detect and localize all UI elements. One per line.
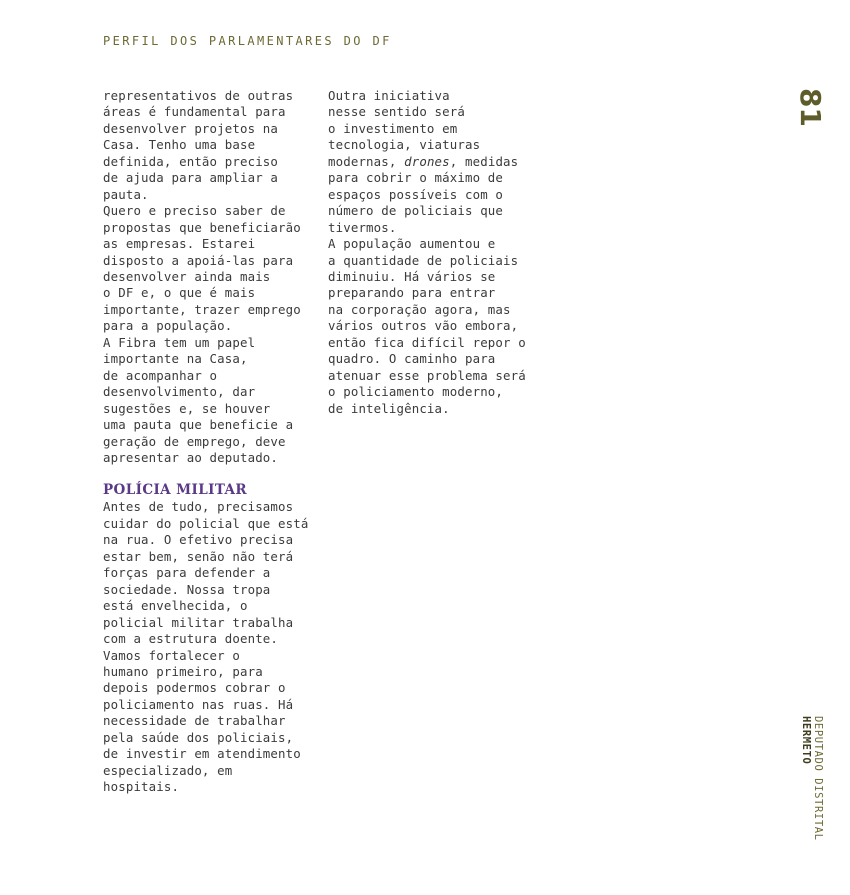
text-line: quadro. O caminho para [328, 351, 496, 367]
text-line: A população aumentou e [328, 236, 496, 252]
text-line: para cobrir o máximo de [328, 170, 504, 186]
text-line: diminuiu. Há vários se [328, 268, 496, 284]
text-line: número de policiais que [328, 203, 504, 219]
italic-term: drones [404, 153, 450, 169]
text-line: para a população. [103, 318, 233, 334]
text-line: áreas é fundamental para [103, 104, 286, 120]
text-line: policiamento nas ruas. Há [103, 696, 294, 712]
text-line: humano primeiro, para [103, 663, 263, 679]
text-line: estar bem, senão não terá [103, 548, 294, 564]
text-line: especializado, em [103, 762, 233, 778]
text-line: de inteligência. [328, 400, 450, 416]
text-line: A Fibra tem um papel [103, 334, 256, 350]
paragraph-gap [103, 466, 318, 482]
text-line: propostas que beneficiarão [103, 219, 301, 235]
deputy-role: DEPUTADO DISTRITAL [812, 716, 824, 841]
text-line: Outra iniciativa [328, 88, 450, 103]
text-line: Quero e preciso saber de [103, 203, 286, 219]
text-line: atenuar esse problema será [328, 367, 526, 383]
section-text [103, 499, 318, 795]
text-line: sociedade. Nossa tropa [103, 581, 271, 597]
text-line: uma pauta que beneficie a [103, 417, 294, 433]
deputy-name: HERMETO [800, 716, 812, 765]
text-line: hospitais. [103, 779, 180, 795]
left-column [103, 88, 318, 796]
text-line: nesse sentido será [328, 104, 465, 120]
right-column [328, 88, 543, 417]
text-line: tecnologia, viaturas [328, 137, 481, 153]
text-line: está envelhecida, o [103, 598, 248, 614]
text-line: de investir em atendimento [103, 746, 301, 762]
text-line: as empresas. Estarei [103, 236, 256, 252]
text-run: , medidas [449, 153, 519, 169]
text-line: representativos de outras [103, 88, 294, 103]
text-line: espaços possíveis com o [328, 186, 504, 202]
text-line: então fica difícil repor o [328, 334, 526, 350]
intro-text [103, 88, 318, 466]
text-line: necessidade de trabalhar [103, 713, 286, 729]
running-head: PERFIL DOS PARLAMENTARES DO DF [103, 34, 392, 48]
text-line: vários outros vão embora, [328, 318, 519, 334]
text-line: de acompanhar o [103, 367, 218, 383]
text-line: cuidar do policial que está [103, 515, 309, 531]
text-line: desenvolver ainda mais [103, 268, 271, 284]
text-line: disposto a apoiá-las para [103, 252, 294, 268]
text-line: pauta. [103, 186, 149, 202]
page-number [795, 88, 825, 128]
text-line: de ajuda para ampliar a [103, 170, 279, 186]
text-line: tivermos. [328, 219, 397, 235]
text-line: desenvolver projetos na [103, 120, 279, 136]
text-line: apresentar ao deputado. [103, 449, 279, 465]
text-line: importante na Casa, [103, 351, 248, 367]
text-line [328, 154, 543, 170]
text-line: preparando para entrar [328, 285, 496, 301]
right-text-top [328, 88, 543, 154]
text-line: pela saúde dos policiais, [103, 729, 294, 745]
text-line: forças para defender a [103, 565, 271, 581]
text-line: depois podermos cobrar o [103, 680, 286, 696]
text-line: o DF e, o que é mais [103, 285, 256, 301]
text-line: com a estrutura doente. [103, 631, 279, 647]
text-line: a quantidade de policiais [328, 252, 519, 268]
text-run: modernas, [328, 153, 405, 169]
text-line: Vamos fortalecer o [103, 647, 240, 663]
text-line: o investimento em [328, 120, 458, 136]
text-line: importante, trazer emprego [103, 301, 301, 317]
text-line: na corporação agora, mas [328, 301, 511, 317]
side-label [796, 716, 826, 841]
text-line: geração de emprego, deve [103, 433, 286, 449]
text-line: Antes de tudo, precisamos [103, 499, 294, 515]
side-label-rotated [800, 716, 824, 841]
page-number-text: 81 [794, 88, 827, 127]
text-line: policial militar trabalha [103, 614, 294, 630]
right-text-rest [328, 170, 543, 417]
text-line: sugestões e, se houver [103, 400, 271, 416]
text-line: definida, então preciso [103, 153, 279, 169]
text-line: Casa. Tenho uma base [103, 137, 256, 153]
text-line: desenvolvimento, dar [103, 384, 256, 400]
text-line: na rua. O efetivo precisa [103, 532, 294, 548]
section-heading: POLÍCIA MILITAR [103, 482, 248, 499]
text-line: o policiamento moderno, [328, 384, 504, 400]
